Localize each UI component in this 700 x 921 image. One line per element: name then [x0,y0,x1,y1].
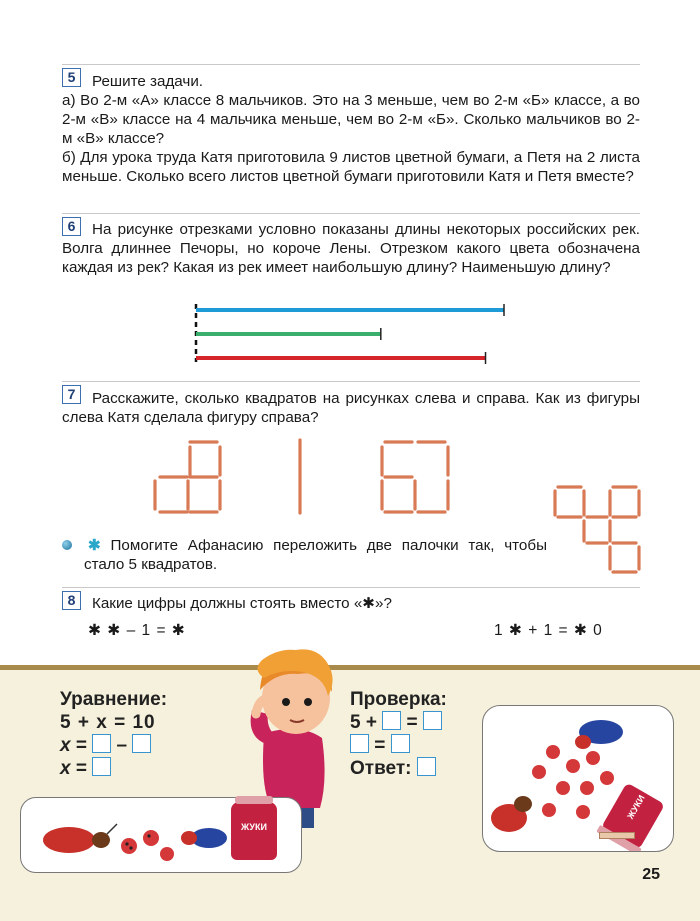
task5-title: Решите задачи. [92,73,204,90]
ladybug-icon [600,771,614,785]
ladybug-icon [556,781,570,795]
beetle-icon [43,824,117,853]
check-block [350,688,447,780]
x-variable: x [60,758,71,779]
ladybug-icon [576,805,590,819]
blue-beetle-icon [181,828,227,848]
answer-box[interactable] [417,757,436,776]
minus-sign: – [116,735,128,756]
check-line2 [350,734,447,757]
jar-label: ЖУКИ [241,822,267,832]
equation-line3 [60,757,167,780]
equation-line2 [60,734,167,757]
right-beetle-box [482,705,674,852]
task8-text: Какие цифры должны стоять вместо «✱»? [92,595,392,612]
page-number: 25 [642,866,660,883]
equation-title: Уравнение: [60,689,168,710]
task7-text: Расскажите, сколько квадратов на рисунках слева и справа. Как из фигуры слева Катя сделала фигуру справа? [62,390,640,426]
ladybug-icon [580,781,594,795]
task8-expr-left: ✱ ✱ – 1 = ✱ [88,622,186,639]
x-variable: x [60,735,71,756]
task6-rule [62,213,640,214]
task7-number: 7 [62,385,81,404]
beetles-illustration [483,706,673,851]
task7-rule [62,381,640,382]
right-matchstick-figure [555,487,639,572]
left-beetle-box [20,797,302,873]
check-title: Проверка: [350,689,447,710]
answer-box[interactable] [132,734,151,753]
task6 [62,220,640,277]
answer-box[interactable] [350,734,369,753]
ladybug-icon [586,751,600,765]
ladybug-icon [542,803,556,817]
blue-beetle-icon [575,720,623,749]
ladybug-icon [532,765,546,779]
task5-part-a: а) Во 2-м «А» классе 8 мальчиков. Это на 3 меньше, чем во 2-м «Б» классе, а во 2-м «В» классе на 4 мальчика меньше, чем во 2-м «Б». Сколько мальчиков во 2-м «В» классе? [62,92,640,147]
task7-star-task [62,536,547,574]
ladybug-icon [143,830,159,846]
task7 [62,389,640,427]
bullet-icon [62,540,72,550]
equals-sign: = [75,758,87,779]
task6-text: На рисунке отрезками условно показаны длины некоторых российских рек. Волга длиннее Печоры, но короче Лены. Отрезком какого цвета обозначена каждая из рек? Какая из рек имеет наибольшую длину? Наименьшую длину? [62,221,640,276]
equals-sign: = [75,735,87,756]
middle-matchstick-figure [382,442,448,512]
equation-text: 5 + x = 10 [60,712,156,733]
answer-box[interactable] [391,734,410,753]
equation-block [60,688,167,780]
check-five-plus: 5 + [350,712,377,733]
task8-rule [62,587,640,588]
answer-box[interactable] [92,757,111,776]
star-task-text [62,536,547,574]
answer-box[interactable] [423,711,442,730]
task8-expr-right: 1 ✱ + 1 = ✱ 0 [494,622,603,639]
equals-sign: = [374,735,386,756]
jar-label: ЖУКИ [625,793,647,821]
equation-line1 [60,711,167,734]
ladybug-icon [121,838,137,854]
ladybug-icon [546,745,560,759]
ladybug-icon [566,759,580,773]
task5 [62,72,640,186]
star-task-body: Помогите Афанасию переложить две палочки так, чтобы стало 5 квадратов. [84,537,547,573]
task8-number: 8 [62,591,81,610]
task5-part-b: б) Для урока труда Катя приготовила 9 листов цветной бумаги, а Петя на 2 листа меньше. Сколько всего листов цветной бумаги приготовили Катя и Петя вместе? [62,149,640,185]
task5-number: 5 [62,68,81,87]
jar-lid [599,832,635,839]
check-line1 [350,711,447,734]
river-segments-figure [185,298,515,366]
task5-rule [62,64,640,65]
answer-box[interactable] [382,711,401,730]
left-jar [231,802,277,860]
left-matchstick-figure [155,442,220,512]
task8 [62,594,640,613]
beetle-icon [491,796,532,832]
task6-number: 6 [62,217,81,236]
ladybug-icon [160,847,174,861]
star-icon: ✱ [88,537,101,554]
check-line3 [350,757,447,780]
equals-sign: = [406,712,418,733]
answer-label: Ответ: [350,758,412,779]
answer-box[interactable] [92,734,111,753]
